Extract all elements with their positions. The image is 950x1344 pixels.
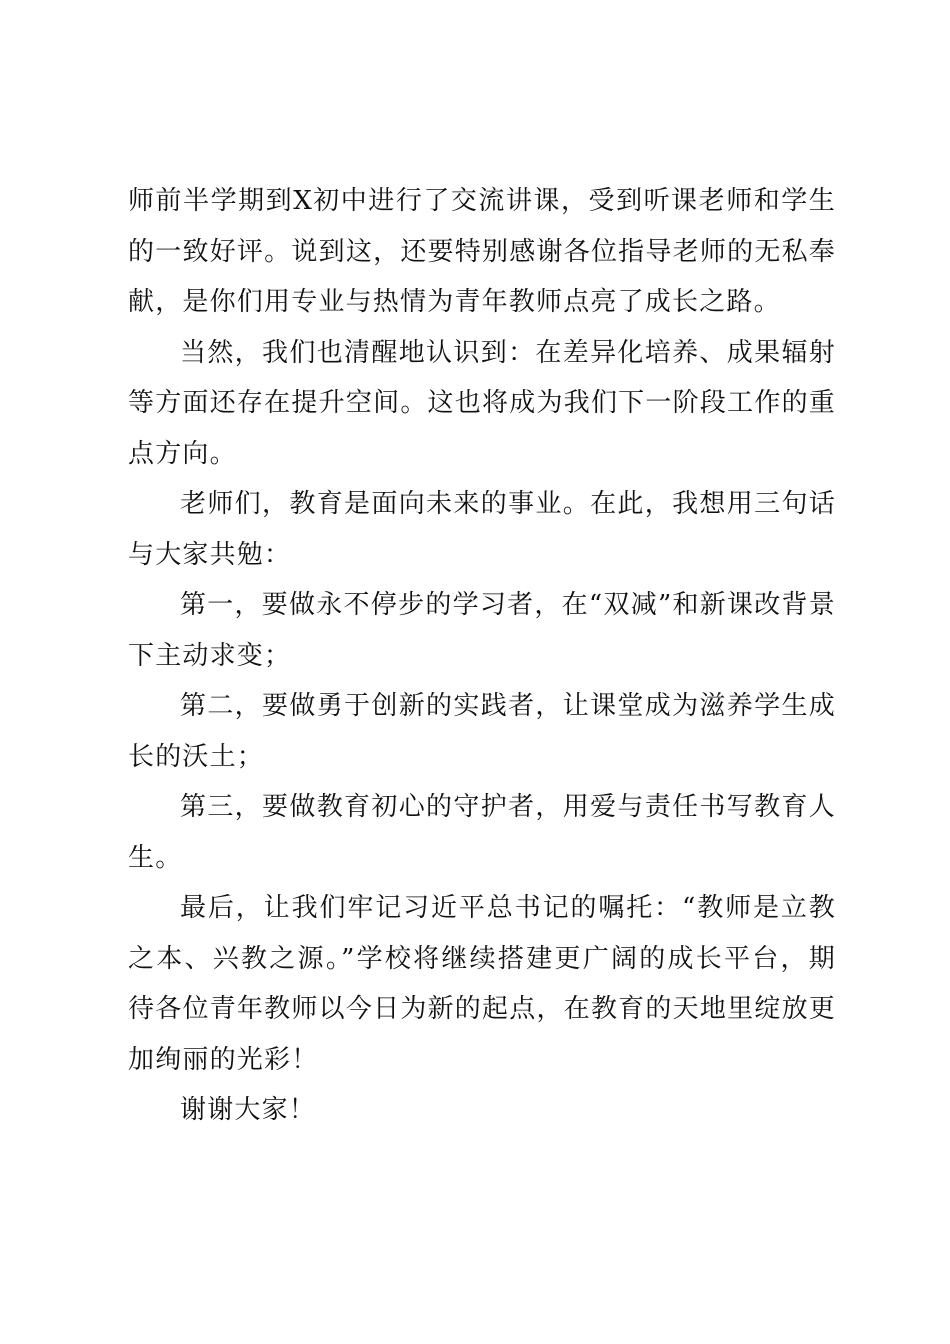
paragraph-reflection: 当然，我们也清醒地认识到：在差异化培养、成果辐射等方面还存在提升空间。这也将成为我们下一阶段工作的重点方向。 [128, 337, 836, 469]
paragraph-point-two: 第二，要做勇于创新的实践者，让课堂成为滋养学生成长的沃土； [128, 691, 836, 772]
document-body [128, 176, 836, 1136]
paragraph-continuation: 师前半学期到X初中进行了交流讲课，受到听课老师和学生的一致好评。说到这，还要特别感谢各位指导老师的无私奉献，是你们用专业与热情为青年教师点亮了成长之路。 [128, 186, 836, 317]
paragraph-encouragement-intro: 老师们，教育是面向未来的事业。在此，我想用三句话与大家共勉： [128, 489, 836, 570]
paragraph-thanks: 谢谢大家！ [180, 1095, 317, 1125]
paragraph-point-one: 第一，要做永不停步的学习者，在“双减”和新课改背景下主动求变； [128, 590, 836, 671]
paragraph-closing: 最后，让我们牢记习近平总书记的嘱托：“教师是立教之本、兴教之源。”学校将继续搭建更广阔的成长平台，期待各位青年教师以今日为新的起点，在教育的天地里绽放更加绚丽的光彩！ [128, 893, 836, 1075]
paragraph-point-three: 第三，要做教育初心的守护者，用爱与责任书写教育人生。 [128, 792, 836, 873]
